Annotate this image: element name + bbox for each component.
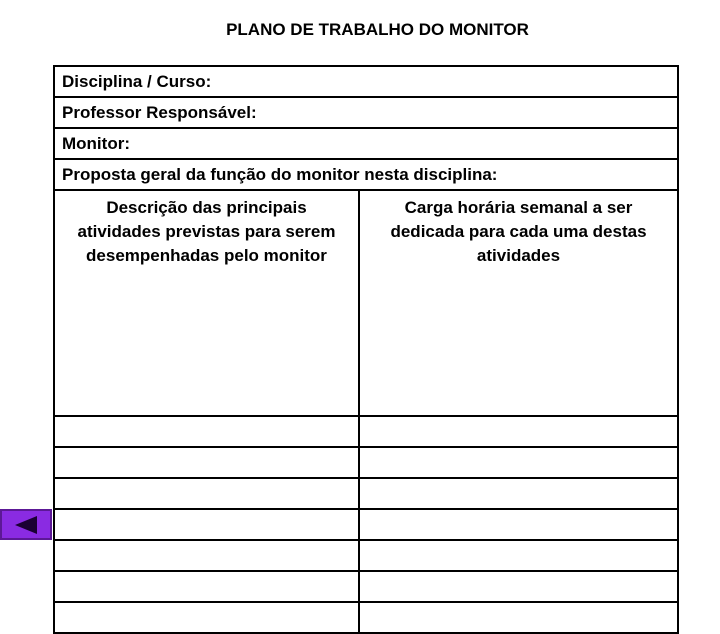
back-arrow-icon bbox=[13, 515, 39, 535]
activity-cell[interactable] bbox=[55, 510, 358, 541]
hours-body bbox=[360, 417, 677, 632]
field-monitor[interactable]: Monitor: bbox=[55, 129, 677, 160]
hours-cell[interactable] bbox=[360, 479, 677, 510]
field-proposta[interactable]: Proposta geral da função do monitor nesta disciplina: bbox=[55, 160, 677, 191]
hours-header: Carga horária semanal a ser dedicada para cada uma destas atividades bbox=[360, 191, 677, 417]
activities-table bbox=[55, 191, 677, 632]
hours-cell[interactable] bbox=[360, 510, 677, 541]
hours-cell[interactable] bbox=[360, 417, 677, 448]
back-button[interactable] bbox=[0, 509, 52, 540]
hours-column bbox=[360, 191, 677, 632]
page-title: PLANO DE TRABALHO DO MONITOR bbox=[226, 20, 529, 39]
work-plan-form bbox=[53, 65, 679, 634]
activity-cell[interactable] bbox=[55, 603, 358, 632]
activity-cell[interactable] bbox=[55, 479, 358, 510]
activities-column bbox=[55, 191, 360, 632]
hours-cell[interactable] bbox=[360, 448, 677, 479]
hours-cell[interactable] bbox=[360, 572, 677, 603]
hours-cell[interactable] bbox=[360, 603, 677, 632]
activities-header: Descrição das principais atividades previstas para serem desempenhadas pelo monitor bbox=[55, 191, 358, 417]
field-professor[interactable]: Professor Responsável: bbox=[55, 98, 677, 129]
activity-cell[interactable] bbox=[55, 417, 358, 448]
activities-body bbox=[55, 417, 358, 632]
hours-cell[interactable] bbox=[360, 541, 677, 572]
activity-cell[interactable] bbox=[55, 448, 358, 479]
activity-cell[interactable] bbox=[55, 572, 358, 603]
activity-cell[interactable] bbox=[55, 541, 358, 572]
field-disciplina[interactable]: Disciplina / Curso: bbox=[55, 67, 677, 98]
